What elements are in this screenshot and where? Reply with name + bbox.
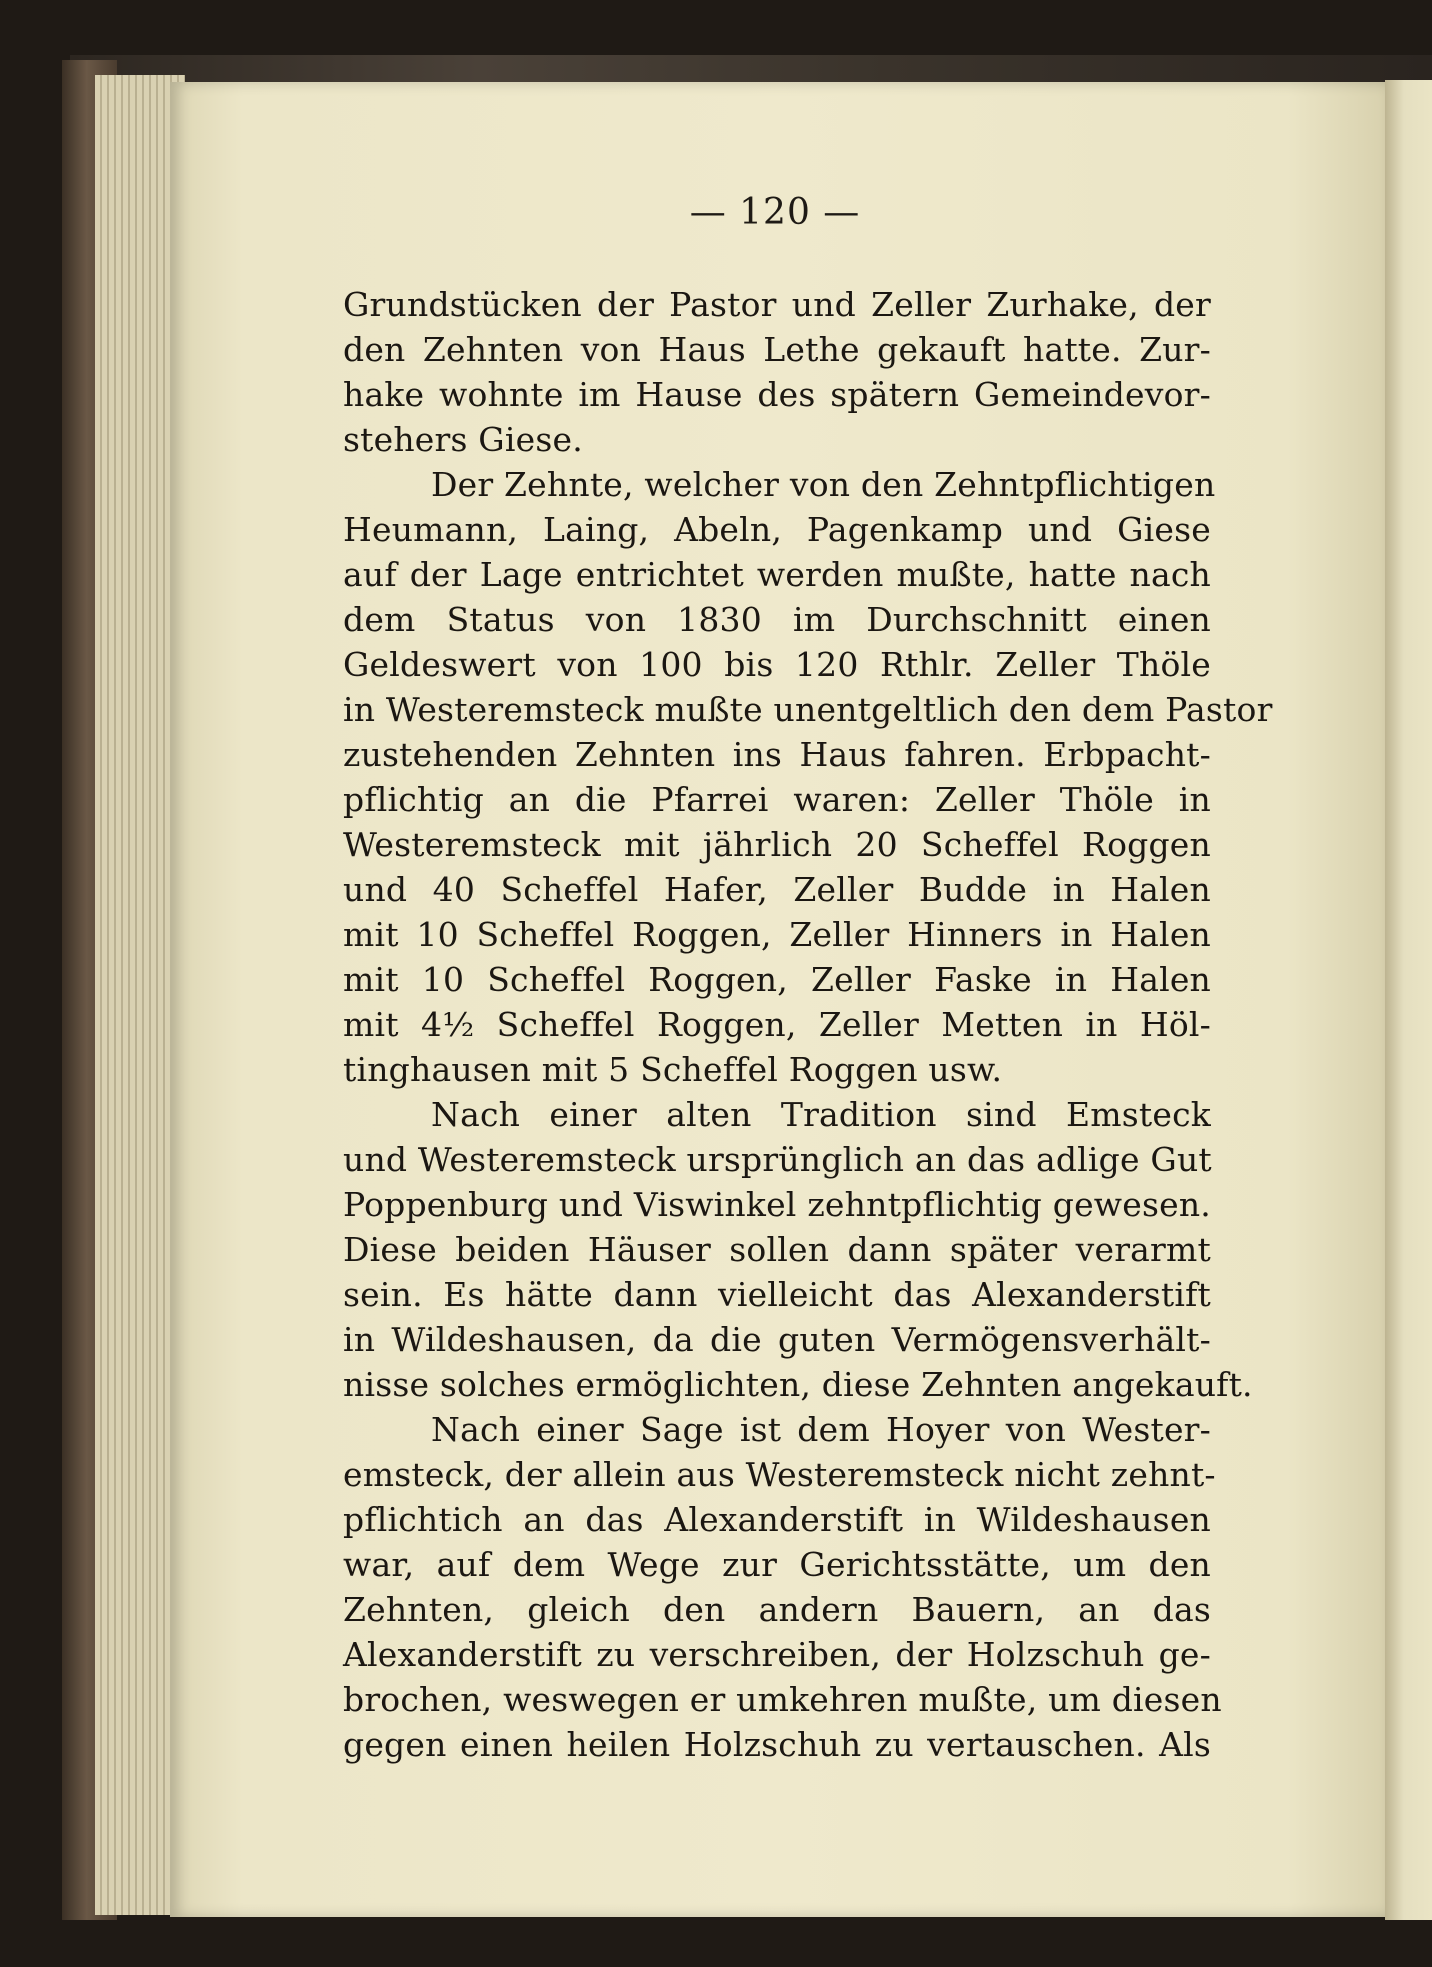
text-line: den Zehnten von Haus Lethe gekauft hatte. Zur- xyxy=(343,330,1211,369)
text-line: emsteck, der allein aus Westeremsteck nicht zehnt- xyxy=(343,1455,1216,1494)
text-line: tinghausen mit 5 Scheffel Roggen usw. xyxy=(343,1050,1003,1089)
text-line: war, auf dem Wege zur Gerichtsstätte, um den xyxy=(343,1545,1211,1584)
text-line: mit 4½ Scheffel Roggen, Zeller Metten in Höl- xyxy=(343,1005,1211,1044)
text-line: mit 10 Scheffel Roggen, Zeller Faske in Halen xyxy=(343,960,1211,999)
text-line: pflichtig an die Pfarrei waren: Zeller Thöle in xyxy=(343,780,1211,819)
facing-page-edge xyxy=(1385,80,1432,1920)
text-line: in Wildeshausen, da die guten Vermögensverhält- xyxy=(343,1320,1211,1359)
text-line: Westeremsteck mit jährlich 20 Scheffel Roggen xyxy=(343,825,1211,864)
text-line: Diese beiden Häuser sollen dann später verarmt xyxy=(343,1230,1211,1269)
text-line: hake wohnte im Hause des spätern Gemeindevor- xyxy=(343,375,1211,414)
text-line: Grundstücken der Pastor und Zeller Zurhake, der xyxy=(343,285,1211,324)
text-line: und 40 Scheffel Hafer, Zeller Budde in Halen xyxy=(343,870,1211,909)
body-text xyxy=(343,282,1273,1767)
page-number: — 120 — xyxy=(689,192,861,233)
text-line: Heumann, Laing, Abeln, Pagenkamp und Giese xyxy=(343,510,1211,549)
text-line: stehers Giese. xyxy=(343,420,583,459)
text-line: Nach einer alten Tradition sind Emsteck xyxy=(431,1095,1211,1134)
text-line: zustehenden Zehnten ins Haus fahren. Erbpacht- xyxy=(343,735,1211,774)
text-line: Zehnten, gleich den andern Bauern, an das xyxy=(343,1590,1211,1629)
text-line: sein. Es hätte dann vielleicht das Alexanderstift xyxy=(343,1275,1211,1314)
text-line: dem Status von 1830 im Durchschnitt einen xyxy=(343,600,1211,639)
text-line: brochen, weswegen er umkehren mußte, um diesen xyxy=(343,1680,1222,1719)
text-line: Der Zehnte, welcher von den Zehntpflichtigen xyxy=(431,465,1216,504)
text-line: gegen einen heilen Holzschuh zu vertauschen. Als xyxy=(343,1725,1211,1764)
text-line: mit 10 Scheffel Roggen, Zeller Hinners in Halen xyxy=(343,915,1211,954)
text-line: Alexanderstift zu verschreiben, der Holzschuh ge- xyxy=(343,1635,1211,1674)
text-line: Geldeswert von 100 bis 120 Rthlr. Zeller Thöle xyxy=(343,645,1211,684)
text-line: pflichtich an das Alexanderstift in Wildeshausen xyxy=(343,1500,1211,1539)
text-line: nisse solches ermöglichten, diese Zehnten angekauft. xyxy=(343,1365,1253,1404)
text-line: Poppenburg und Viswinkel zehntpflichtig gewesen. xyxy=(343,1185,1211,1224)
text-line: und Westeremsteck ursprünglich an das adlige Gut xyxy=(343,1140,1212,1179)
text-line: auf der Lage entrichtet werden mußte, hatte nach xyxy=(343,555,1211,594)
text-line: Nach einer Sage ist dem Hoyer von Wester- xyxy=(431,1410,1211,1449)
text-line: in Westeremsteck mußte unentgeltlich den dem Pastor xyxy=(343,690,1273,729)
